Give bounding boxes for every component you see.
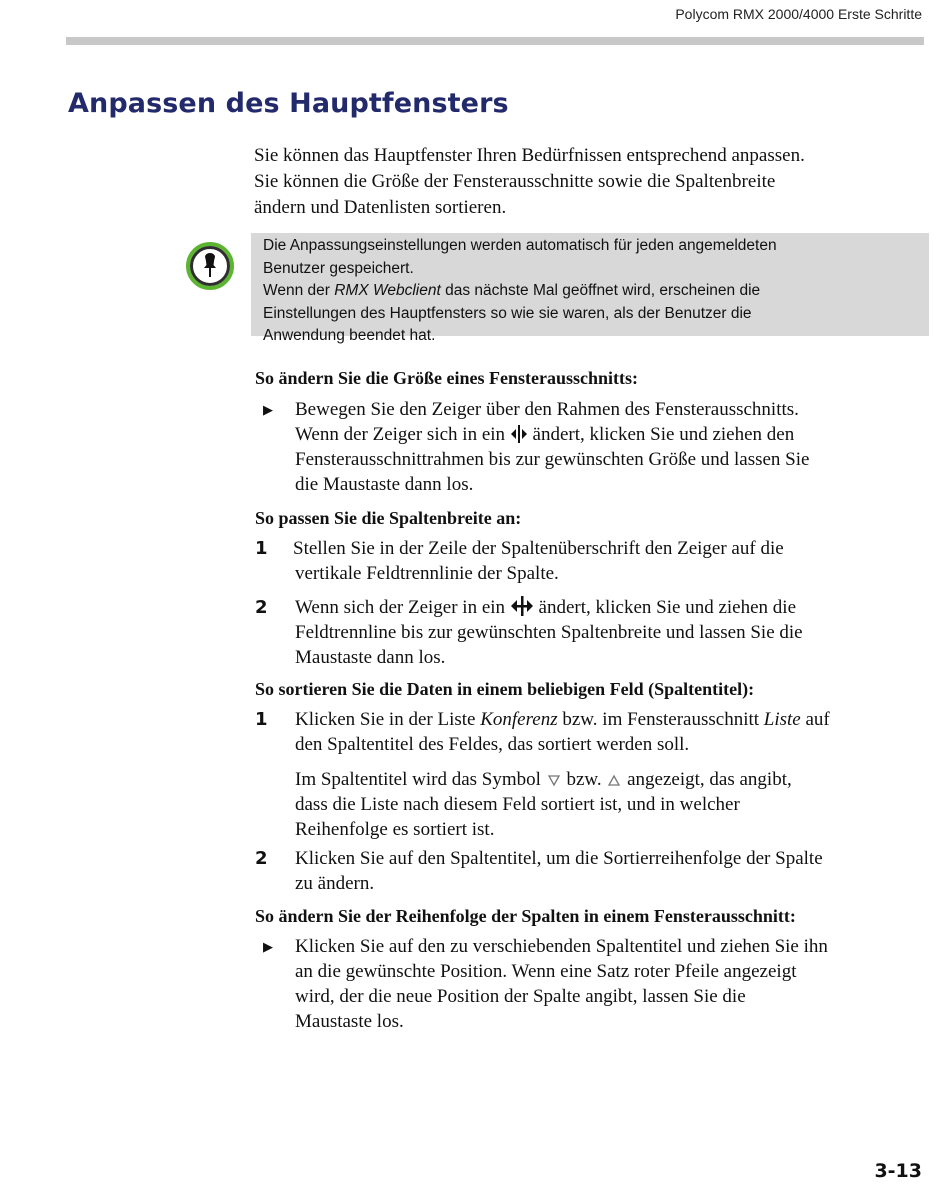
page-title: Anpassen des Hauptfensters	[68, 88, 509, 119]
page-number: 3-13	[874, 1160, 922, 1182]
step-number: 2	[255, 848, 268, 869]
bullet-triangle-icon: ▶	[263, 403, 273, 418]
note-box	[251, 233, 929, 344]
step-item: 1 Klicken Sie in der Liste Konferenz bzw. im Fensterausschnitt Liste auf den Spaltentitel des Feldes, das sortiert werden soll.	[255, 709, 830, 755]
step-number: 1	[255, 709, 268, 730]
pushpin-icon	[185, 241, 235, 291]
step-item: 2 Wenn sich der Zeiger in ein ändert, klicken Sie und ziehen die Feldtrennline bis zur gewünschten Spaltenbreite und lassen Sie die Maustaste dann los.	[255, 597, 803, 668]
step-number: 1	[255, 538, 268, 559]
section-heading-sort: So sortieren Sie die Daten in einem beliebigen Feld (Spaltentitel):	[255, 679, 755, 699]
product-name: RMX Webclient	[334, 282, 441, 299]
sort-ascending-icon	[606, 771, 622, 789]
sort-descending-icon	[546, 771, 562, 789]
bullet-triangle-icon: ▶	[263, 940, 273, 955]
note-line: Benutzer gespeichert.	[263, 259, 414, 277]
intro-line: ändern und Datenlisten sortieren.	[254, 197, 507, 218]
column-resize-cursor-icon	[510, 595, 534, 617]
note-line: Einstellungen des Hauptfensters so wie sie waren, als der Benutzer die	[263, 304, 752, 322]
step-number: 2	[255, 597, 268, 618]
bullet-item: ▶ Bewegen Sie den Zeiger über den Rahmen des Fensterausschnitts. Wenn der Zeiger sich in ein ändert, klicken Sie und ziehen den Fensterausschnittrahmen bis zur gewünschten Größe und lassen Sie die Maustaste dann los.	[263, 399, 810, 495]
section-heading-pane-size: So ändern Sie die Größe eines Fensterausschnitts:	[255, 368, 639, 388]
header-rule	[66, 37, 924, 45]
intro-paragraph	[254, 143, 926, 221]
note-line: Anwendung beendet hat.	[263, 327, 436, 344]
step-paragraph: Im Spaltentitel wird das Symbol bzw. angezeigt, das angibt, dass die Liste nach diesem Feld sortiert ist, und in welcher Reihenfolge es sortiert ist.	[295, 769, 792, 840]
note-line: Wenn der RMX Webclient das nächste Mal geöffnet wird, erscheinen die	[263, 282, 761, 299]
intro-line: Sie können die Größe der Fensterausschnitte sowie die Spaltenbreite	[254, 171, 776, 192]
resize-cursor-icon	[510, 424, 528, 444]
running-header: Polycom RMX 2000/4000 Erste Schritte	[675, 6, 922, 22]
note-line: Die Anpassungseinstellungen werden automatisch für jeden angemeldeten	[263, 237, 777, 254]
bullet-item: ▶ Klicken Sie auf den zu verschiebenden Spaltentitel und ziehen Sie ihn an die gewünschte Position. Wenn eine Satz roter Pfeile angezeigt wird, der die neue Position der Spalte angibt, lassen Sie die Maustaste los.	[263, 936, 828, 1032]
step-item: 1 Stellen Sie in der Zeile der Spaltenüberschrift den Zeiger auf die vertikale Feldtrennlinie der Spalte.	[255, 538, 784, 584]
section-heading-column-width: So passen Sie die Spaltenbreite an:	[255, 508, 522, 528]
intro-line: Sie können das Hauptfenster Ihren Bedürfnissen entsprechend anpassen.	[254, 145, 805, 166]
step-item: 2 Klicken Sie auf den Spaltentitel, um die Sortierreihenfolge der Spalte zu ändern.	[255, 848, 823, 894]
section-heading-column-order: So ändern Sie der Reihenfolge der Spalten in einem Fensterausschnitt:	[255, 906, 796, 926]
